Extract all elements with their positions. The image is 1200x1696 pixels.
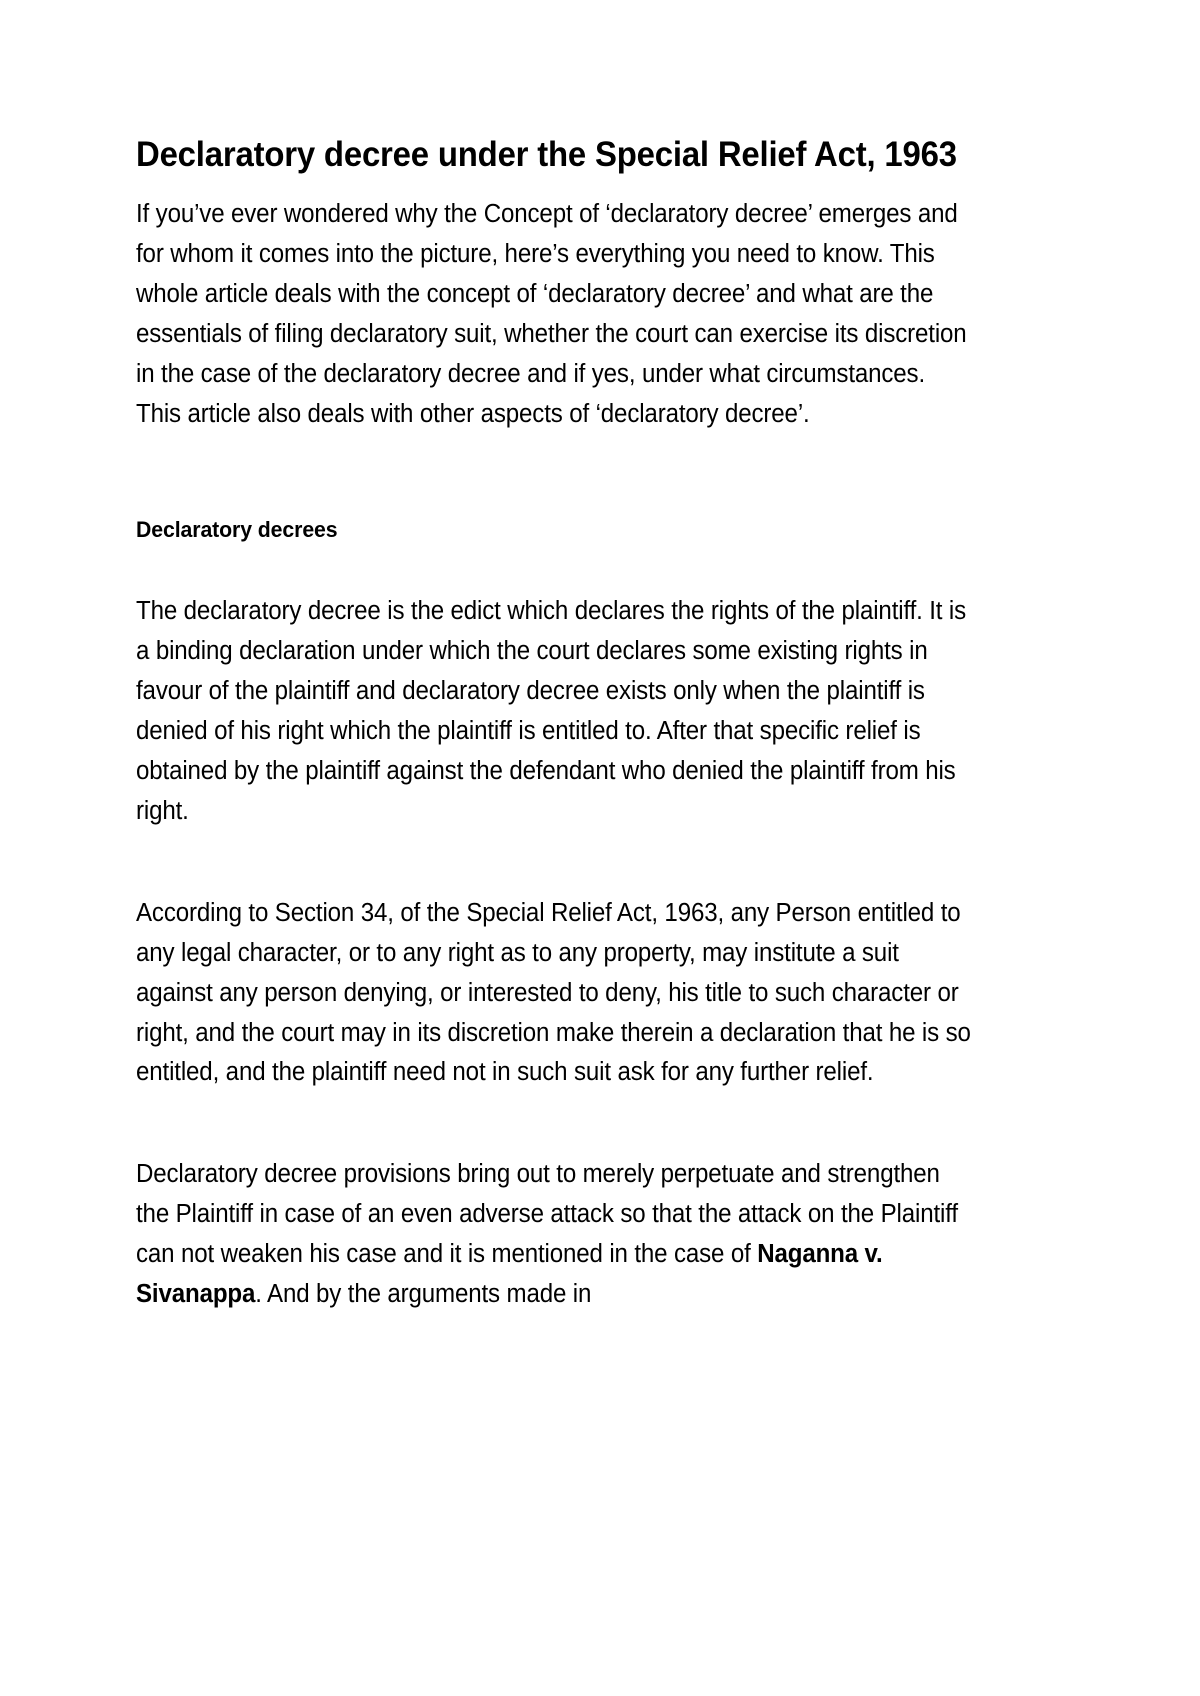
case-citation: Naganna v. Sivanappa xyxy=(136,1240,883,1309)
spacer xyxy=(136,546,976,592)
paragraph-section-34: According to Section 34, of the Special Relief Act, 1963, any Person entitled to any legal character, or to any right as to any property, may institute a suit against any person denying, or interested to deny, his title to such character or right, and the court may in its discretion make therein a declaration that he is so entitled, and the plaintiff need not in such suit ask for any further relief. xyxy=(136,898,971,1087)
intro-paragraph: If you’ve ever wondered why the Concept of ‘declaratory decree’ emerges and for whom it comes into the picture, here’s everything you need to know. This whole article deals with the concept of ‘declaratory decree’ and what are the essentials of filing declaratory suit, whether the court can exercise its discretion in the case of the declaratory decree and if yes, under what circumstances. This article also deals with other aspects of ‘declaratory decree’. xyxy=(136,200,967,428)
paragraph-text-after-case: . And by the arguments made in xyxy=(255,1280,592,1309)
spacer xyxy=(136,832,976,894)
page-title: Declaratory decree under the Special Relief Act, 1963 xyxy=(136,135,957,174)
paragraph-declaratory-decree-definition: The declaratory decree is the edict which declares the rights of the plaintiff. It is a binding declaration under which the court declares some existing rights in favour of the plaintiff and declaratory decree exists only when the plaintiff is denied of his right which the plaintiff is entitled to. After that specific relief is obtained by the plaintiff against the defendant who denied the plaintiff from his right. xyxy=(136,597,967,825)
document-content xyxy=(136,128,976,1315)
paragraph-text-before-case: Declaratory decree provisions bring out to merely perpetuate and strengthen the Plaintiff in case of an even adverse attack so that the attack on the Plaintiff can not weaken his case and it is mentioned in the case of xyxy=(136,1160,958,1269)
spacer xyxy=(136,435,976,513)
spacer xyxy=(136,1093,976,1155)
paragraph-provisions-and-case xyxy=(136,1155,976,1315)
section-heading-declaratory-decrees: Declaratory decrees xyxy=(136,516,338,542)
